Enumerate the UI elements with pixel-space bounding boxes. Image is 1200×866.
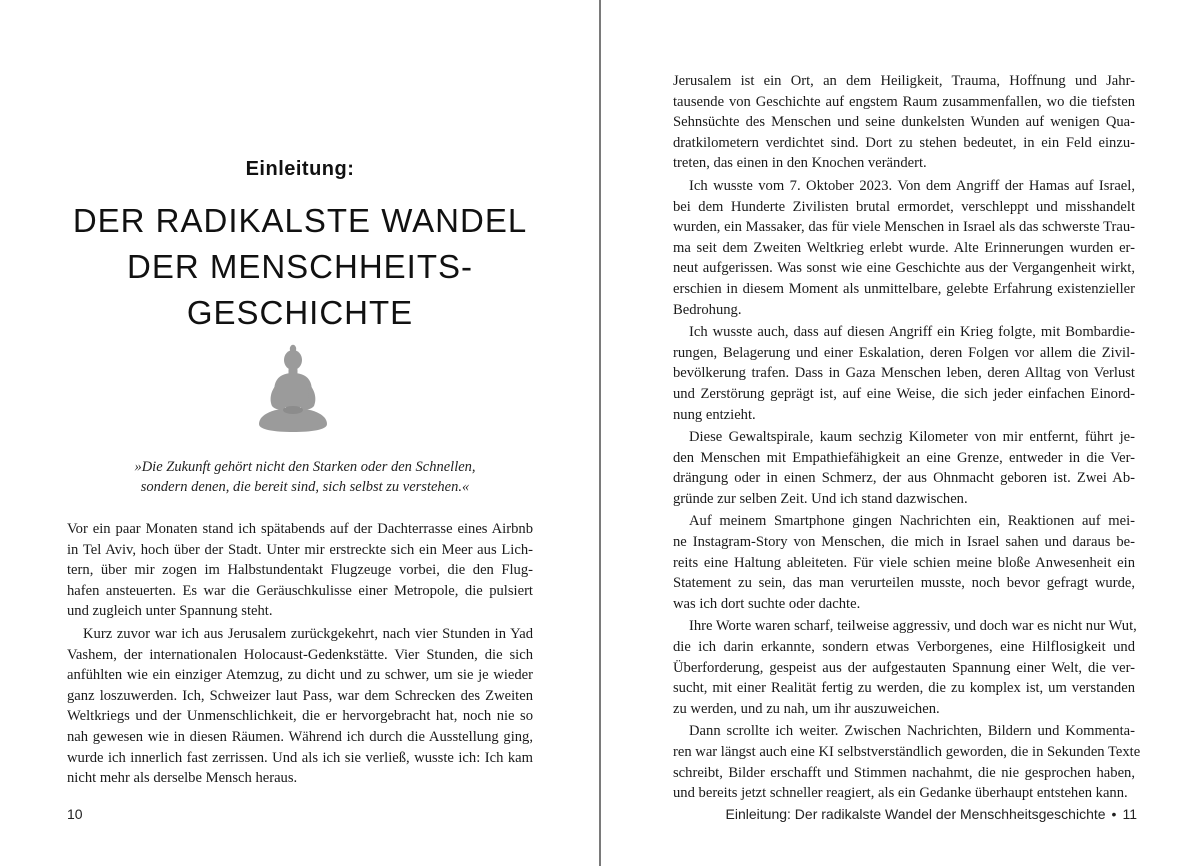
text-line: Kurz zuvor war ich aus Jerusalem zurückgekehrt, nach vier Stunden in Yad: [83, 625, 533, 642]
page-number-left: 10: [67, 806, 83, 822]
epigraph-line: sondern denen, die bereit sind, sich selbst zu verstehen.«: [140, 479, 470, 495]
text-line: zu werden, und zu nah, um ihr auszuweichen.: [673, 700, 940, 717]
chapter-title-line: DER RADIKALSTE WANDEL: [72, 202, 528, 239]
text-line: bei dem Hunderte Zivilisten brutal ermordet, verschleppt und misshandelt: [673, 198, 1135, 215]
text-line: was ich dort suchte oder dachte.: [673, 595, 861, 612]
chapter-title-line: DER MENSCHHEITS-: [126, 248, 474, 285]
text-line: in Tel Aviv, hoch über der Stadt. Unter mir erstreckte sich ein Meer aus Lich-: [67, 541, 533, 558]
paragraph: [673, 427, 1135, 509]
paragraph: [67, 519, 533, 622]
page-number-right: 11: [1122, 806, 1137, 822]
text-line: Dann scrollte ich weiter. Zwischen Nachrichten, Bildern und Kommenta-: [689, 723, 1135, 740]
paragraph: [673, 721, 1141, 803]
paragraph: [67, 624, 533, 789]
text-line: Weltkriegs und der Unmenschlichkeit, die er hervorgebracht hat, noch nie so: [67, 708, 533, 725]
text-line: treten, das einen in den Knochen verändert.: [673, 155, 927, 172]
text-line: tern, über mir zogen im Halbstundentakt Flugzeuge vorbei, die den Flug-: [67, 562, 533, 579]
paragraph: [673, 616, 1135, 719]
text-line: Ich wusste vom 7. Oktober 2023. Von dem Angriff der Hamas auf Israel,: [689, 177, 1135, 194]
chapter-label: Einleitung:: [245, 158, 355, 180]
text-line: gründe zur selben Zeit. Und ich stand dazwischen.: [673, 490, 968, 507]
text-line: und bereits jetzt schneller reagiert, als ein Gedanke überhaupt entstehen kann.: [673, 785, 1128, 802]
text-line: ma seit dem Zweiten Weltkrieg erlebt wurde. Alte Erinnerungen wurden er-: [673, 239, 1135, 256]
chapter-title: [20, 198, 580, 336]
epigraph-quote: [70, 457, 540, 497]
text-line: hafen ansteuerten. Es war die Geräuschkulisse einer Metropole, die pulsiert: [67, 582, 533, 599]
text-line: nung entzieht.: [673, 406, 756, 423]
text-line: erschien in diesem Moment als unmittelbare, gelebte Erfahrung existenzieller: [673, 280, 1135, 297]
running-head: Einleitung: Der radikalste Wandel der Menschheitsgeschichte: [725, 806, 1106, 822]
text-line: drängung oder in einen Schmerz, der aus Ohnmacht geboren ist. Zwei Ab-: [673, 470, 1135, 487]
text-line: anfühlten wie ein einziger Atemzug, zu dicht und zu schwer, um sie je wieder: [67, 667, 533, 684]
text-line: wurde ich innerlich fast zerrissen. Und als ich sie verließ, wusste ich: Ich kam: [67, 749, 533, 766]
text-line: Vashem, der internationalen Holocaust-Gedenkstätte. Vier Stunden, die sich: [67, 646, 533, 663]
meditating-buddha-icon: [253, 344, 333, 438]
footer-separator: •: [1111, 806, 1117, 822]
text-line: bevölkerung trafen. Dass in Gaza Menschen leben, deren Alltag von Verlust: [673, 365, 1135, 382]
text-line: sucht, mit einer Realität fertig zu werden, die zu komplex ist, um verstanden: [673, 680, 1135, 697]
text-line: den Menschen mit Empathiefähigkeit an eine Grenze, entweder in die Ver-: [673, 449, 1135, 466]
paragraph: [673, 71, 1135, 174]
epigraph-line: »Die Zukunft gehört nicht den Starken oder den Schnellen,: [134, 459, 476, 475]
left-body-text: [67, 519, 533, 789]
text-line: und Zerstörung geprägt ist, auf eine Weise, die sich jeder einfachen Einord-: [673, 385, 1135, 402]
text-line: Ich wusste auch, dass auf diesen Angriff ein Krieg folgte, mit Bombardie-: [689, 324, 1135, 341]
text-line: tausende von Geschichte auf engstem Raum zusammenfallen, wo die tiefsten: [673, 93, 1135, 110]
text-line: rungen, Belagerung und einer Eskalation, deren Folgen vor allem die Zivil-: [673, 344, 1135, 361]
text-line: Auf meinem Smartphone gingen Nachrichten ein, Reaktionen auf mei-: [689, 513, 1135, 530]
text-line: nah gewesen wie in diesen Räumen. Während ich durch die Ausstellung ging,: [67, 728, 533, 745]
text-line: Diese Gewaltspirale, kaum sechzig Kilometer von mir entfernt, führt je-: [689, 429, 1135, 446]
text-line: Bedrohung.: [673, 301, 742, 318]
right-page: [601, 0, 1200, 866]
text-line: schreibt, Bilder erschafft und Stimmen nachahmt, die nie gesprochen haben,: [673, 764, 1135, 781]
text-line: die ich darin erkannte, sondern etwas Verborgenes, eine Hilflosigkeit und: [673, 639, 1135, 656]
chapter-title-line: GESCHICHTE: [186, 294, 414, 331]
text-line: Sehnsüchte des Menschen und seine dunkelsten Wunden auf wenigen Qua-: [673, 114, 1135, 131]
running-footer: [726, 806, 1137, 822]
text-line: neut aufgerissen. Was sonst wie eine Geschichte aus der Vergangenheit wirkt,: [673, 260, 1135, 277]
text-line: Statement zu sein, das man verurteilen musste, noch bevor gefragt wurde,: [673, 575, 1135, 592]
paragraph: [673, 176, 1135, 320]
right-body-text: [673, 71, 1141, 804]
text-line: ne Instagram-Story von Menschen, die mich in Israel sahen und daraus be-: [673, 534, 1135, 551]
text-line: Jerusalem ist ein Ort, an dem Heiligkeit, Trauma, Hoffnung und Jahr-: [673, 73, 1135, 89]
text-line: Ihre Worte waren scharf, teilweise aggressiv, und doch war es nicht nur Wut,: [689, 618, 1137, 635]
text-line: Vor ein paar Monaten stand ich spätabends auf der Dachterrasse eines Airbnb: [67, 521, 533, 537]
paragraph: [673, 511, 1135, 614]
text-line: ren war längst auch eine KI selbstverständlich geworden, die in Sekunden Texte: [673, 744, 1141, 760]
text-line: dratkilometern verdichtet sind. Dort zu stehen bedeutet, in ein Feld einzu-: [673, 134, 1135, 151]
text-line: nicht mehr als derselbe Mensch heraus.: [67, 770, 298, 787]
text-line: wurden, ein Massaker, das für viele Menschen in Israel als das schwerste Trau-: [673, 219, 1135, 236]
text-line: und zugleich unter Spannung steht.: [67, 603, 273, 620]
text-line: ganz loszuwerden. Ich, Schweizer laut Pass, war dem Schrecken des Zweiten: [67, 687, 533, 704]
paragraph: [673, 322, 1135, 425]
text-line: reits eine Haltung ableiteten. Für viele schien meine bloße Anwesenheit ein: [673, 554, 1135, 571]
text-line: Überforderung, gespeist aus der aufgestauten Spannung einer Welt, die ver-: [673, 659, 1135, 676]
